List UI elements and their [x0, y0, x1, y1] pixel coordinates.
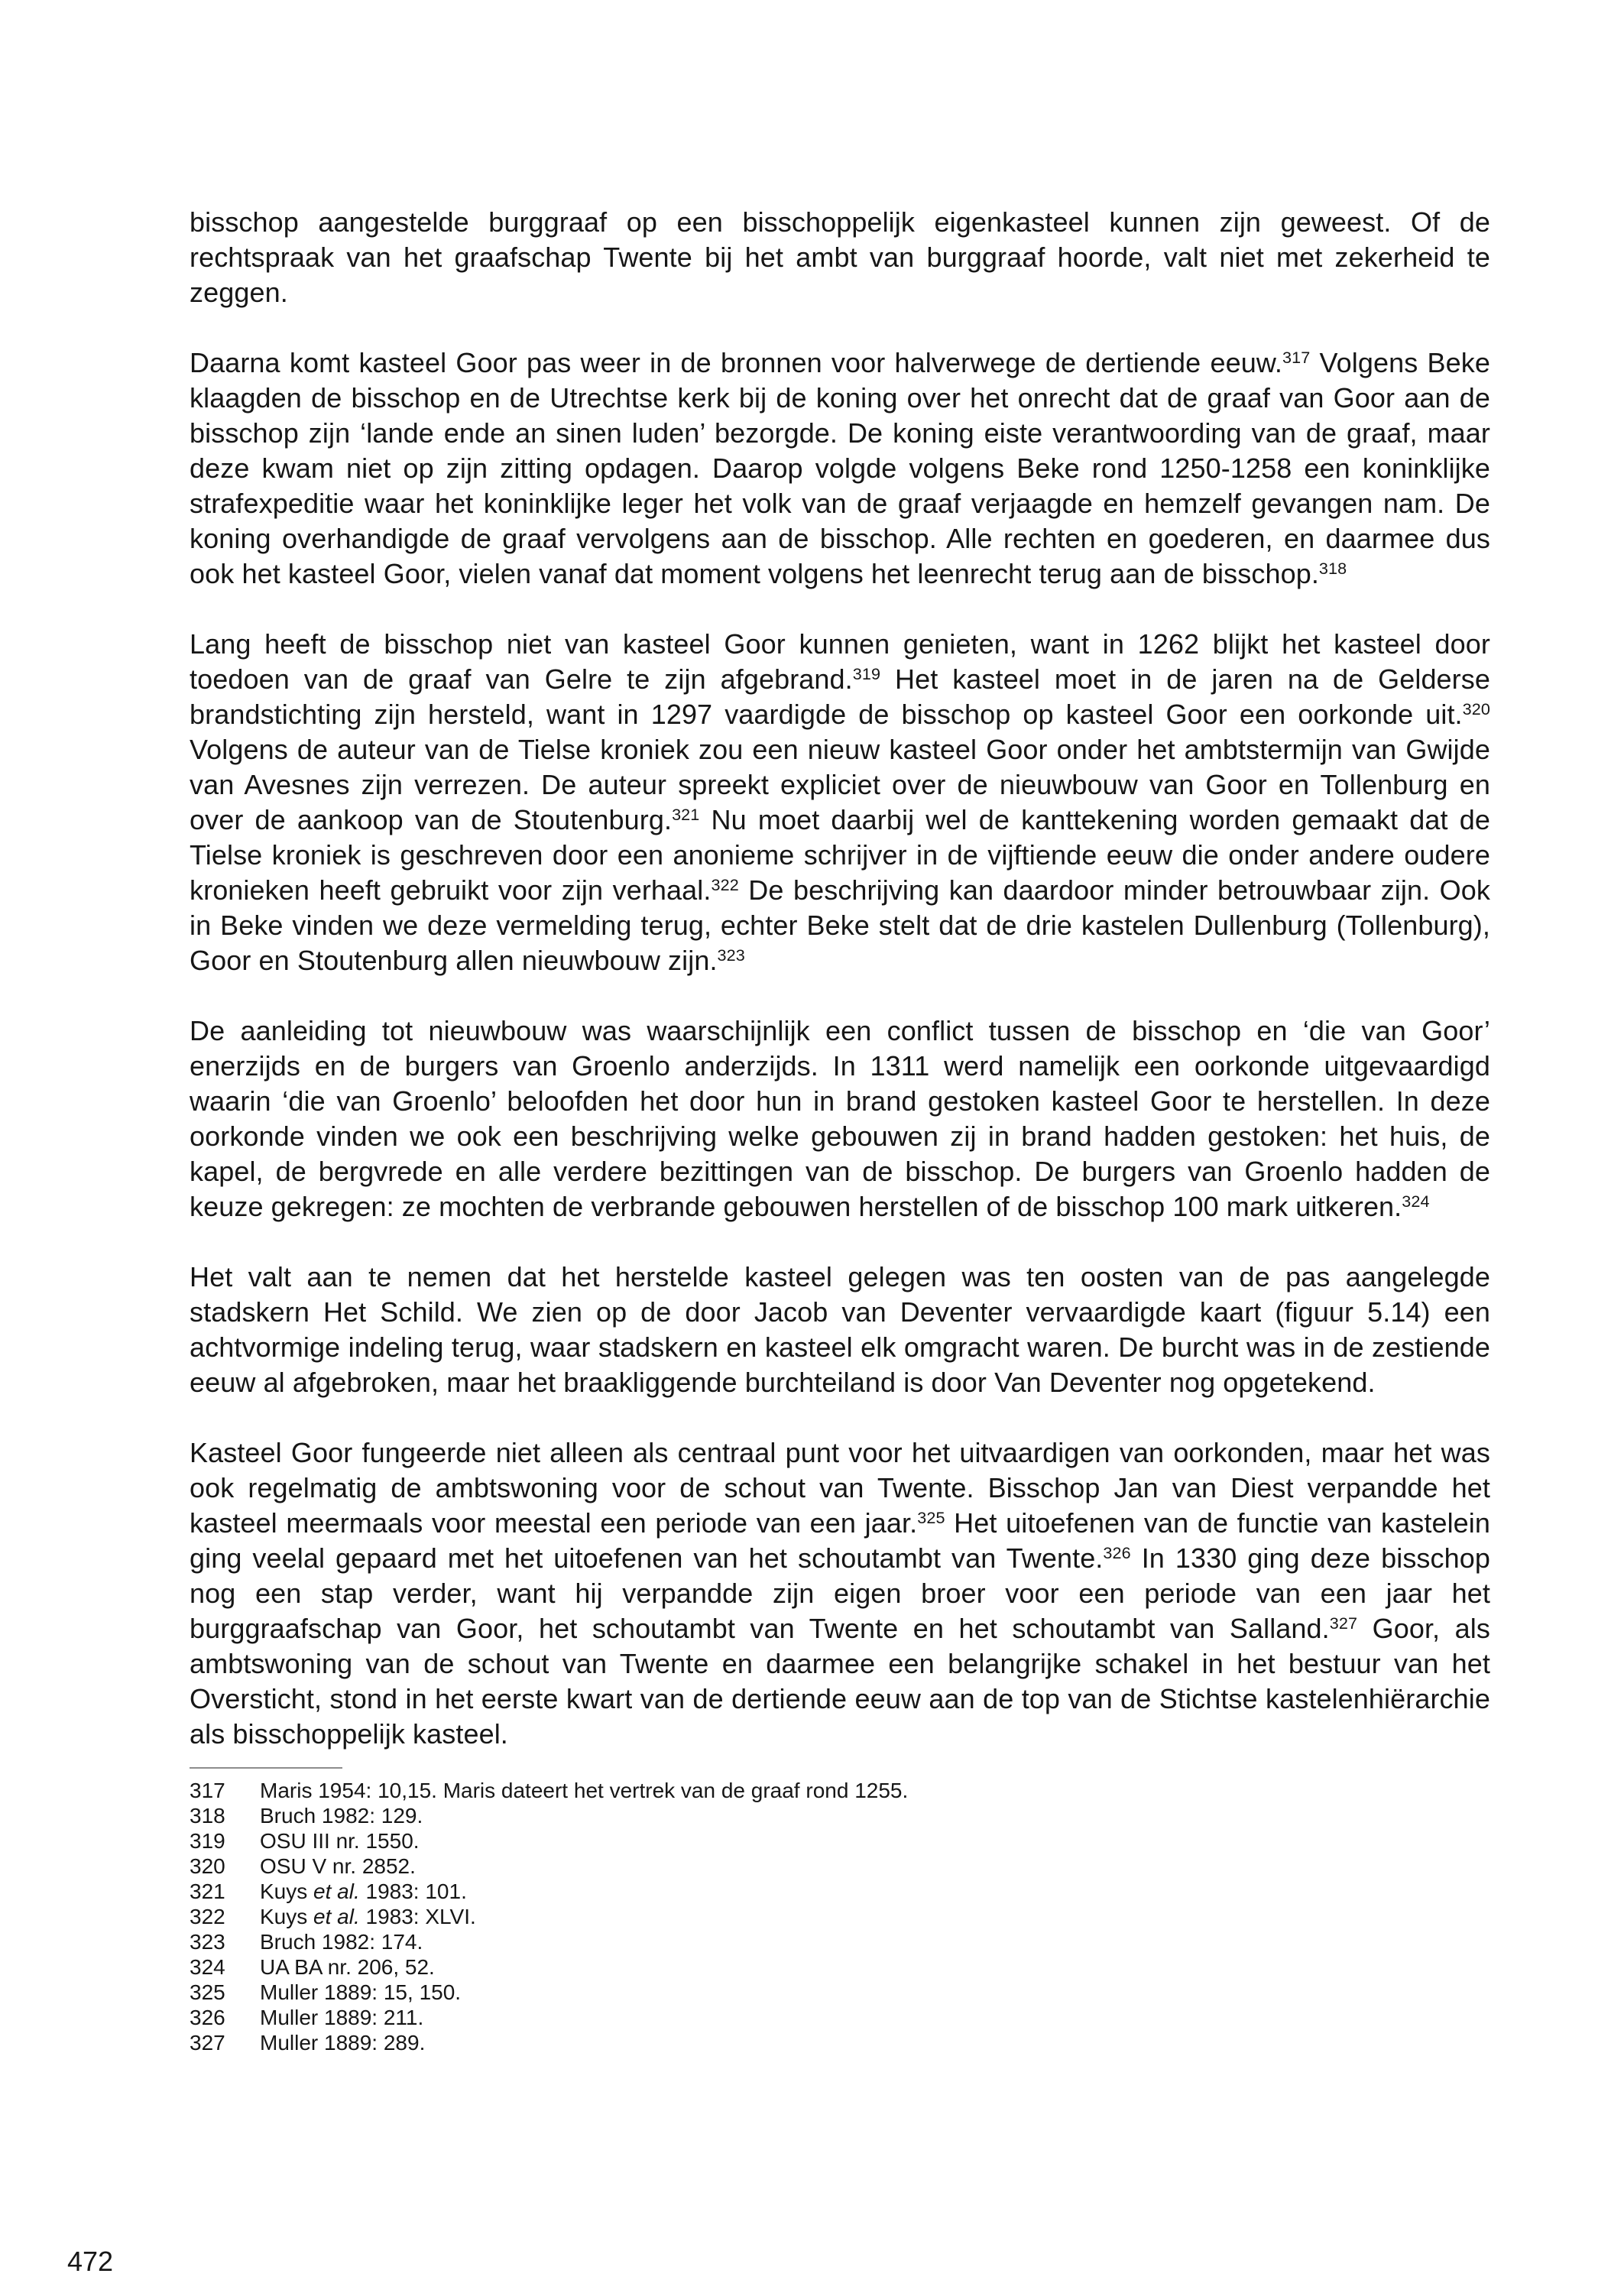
paragraph: bisschop aangestelde burggraaf op een bisschoppelijk eigenkasteel kunnen zijn geweest. Of de rechtspraak van het graafschap Twente bij het ambt van burggraaf hoorde, valt niet met zekerheid te zeggen.	[190, 206, 1490, 308]
italic-text: et al.	[313, 1905, 360, 1928]
footnote-ref: 327	[1329, 1614, 1358, 1633]
footnote	[190, 1778, 1490, 1803]
footnote-ref: 320	[1462, 699, 1490, 719]
footnote-number: 321	[190, 1879, 225, 1903]
footnote-ref: 319	[852, 664, 881, 684]
footnote-ref: 318	[1318, 559, 1347, 579]
footnote	[190, 1803, 1490, 1828]
footnote	[190, 2005, 1490, 2030]
footnote-number: 324	[190, 1955, 225, 1979]
footnote-separator	[190, 1767, 342, 1769]
page-number: 472	[67, 2246, 114, 2277]
footnote-text: UA BA nr. 206, 52.	[260, 1955, 435, 1979]
footnote	[190, 1980, 1490, 2005]
footnote	[190, 2030, 1490, 2055]
footnote-number: 320	[190, 1854, 225, 1878]
footnote	[190, 1879, 1490, 1904]
footnote-ref: 324	[1402, 1192, 1430, 1211]
footnote-text: Kuys et al. 1983: 101.	[260, 1879, 467, 1903]
paragraph: De aanleiding tot nieuwbouw was waarschijnlijk een conflict tussen de bisschop en ‘die van Goor’ enerzijds en de burgers van Groenlo anderzijds. In 1311 werd namelijk een oorkonde uitgevaardigd waarin ‘die van Groenlo’ beloofden het door hun in brand gestoken kasteel Goor te herstellen. In deze oorkonde vinden we ook een beschrijving welke gebouwen zij in brand hadden gestoken: het huis, de kapel, de bergvrede en alle verdere bezittingen van de bisschop. De burgers van Groenlo hadden de keuze gekregen: ze mochten de verbrande gebouwen herstellen of de bisschop 100 mark uitkeren.$^{324}$	[190, 1015, 1490, 1222]
footnote-number: 323	[190, 1930, 225, 1954]
footnotes	[190, 1778, 1490, 2055]
footnote-ref: 322	[711, 875, 739, 895]
body-text	[190, 205, 1490, 1752]
footnote-text: Maris 1954: 10,15. Maris dateert het vertrek van de graaf rond 1255.	[260, 1779, 909, 1802]
footnote-number: 317	[190, 1779, 225, 1802]
footnote-text: OSU III nr. 1550.	[260, 1829, 420, 1853]
paragraph: Lang heeft de bisschop niet van kasteel Goor kunnen genieten, want in 1262 blijkt het kasteel door toedoen van de graaf van Gelre te zijn afgebrand.$^{319}$ Het kasteel moet in de jaren na de Gelderse brandstichting zijn hersteld, want in 1297 vaardigde de bisschop op kasteel Goor een oorkonde uit.$^{320}$ Volgens de auteur van de Tielse kroniek zou een nieuw kasteel Goor onder het ambtstermijn van Gwijde van Avesnes zijn verrezen. De auteur spreekt expliciet over de nieuwbouw van Goor en Tollenburg en over de aankoop van de Stoutenburg.$^{321}$ Nu moet daarbij wel de kanttekening worden gemaakt dat de Tielse kroniek is geschreven door een anonieme schrijver in de vijftiende eeuw die onder andere oudere kronieken heeft gebruikt voor zijn verhaal.$^{322}$ De beschrijving kan daardoor minder betrouwbaar zijn. Ook in Beke vinden we deze vermelding terug, echter Beke stelt dat de drie kastelen Dullenburg (Tollenburg), Goor en Stoutenburg allen nieuwbouw zijn.$^{323}$	[190, 628, 1490, 976]
paragraph: Het valt aan te nemen dat het herstelde kasteel gelegen was ten oosten van de pas aangelegde stadskern Het Schild. We zien op de door Jacob van Deventer vervaardigde kaart (figuur 5.14) een achtvormige indeling terug, waar stadskern en kasteel elk omgracht waren. De burcht was in de zestiende eeuw al afgebroken, maar het braakliggende burchteiland is door Van Deventer nog opgetekend.	[190, 1261, 1490, 1398]
footnote-text: Kuys et al. 1983: XLVI.	[260, 1905, 476, 1928]
footnote	[190, 1954, 1490, 1980]
footnote-ref: 321	[672, 805, 700, 825]
footnote	[190, 1828, 1490, 1854]
footnote-number: 322	[190, 1905, 225, 1928]
footnote-number: 327	[190, 2031, 225, 2055]
page-content	[190, 205, 1490, 2055]
footnote-text: Muller 1889: 211.	[260, 2006, 424, 2029]
footnote	[190, 1904, 1490, 1929]
footnote-number: 326	[190, 2006, 225, 2029]
footnote-text: Bruch 1982: 129.	[260, 1804, 423, 1828]
footnote-text: Muller 1889: 15, 150.	[260, 1980, 462, 2004]
footnote-ref: 325	[917, 1508, 945, 1528]
footnote-number: 318	[190, 1804, 225, 1828]
footnote-text: OSU V nr. 2852.	[260, 1854, 416, 1878]
paragraph: Kasteel Goor fungeerde niet alleen als centraal punt voor het uitvaardigen van oorkonden, maar het was ook regelmatig de ambtswoning voor de schout van Twente. Bisschop Jan van Diest verpandde het kasteel meermaals voor meestal een periode van een jaar.$^{325}$ Het uitoefenen van de functie van kastelein ging veelal gepaard met het uitoefenen van het schoutambt van Twente.$^{326}$ In 1330 ging deze bisschop nog een stap verder, want hij verpandde zijn eigen broer voor een periode van een jaar het burggraafschap van Goor, het schoutambt van Twente en het schoutambt van Salland.$^{327}$ Goor, als ambtswoning van de schout van Twente en daarmee een belangrijke schakel in het bestuur van het Oversticht, stond in het eerste kwart van de dertiende eeuw aan de top van de Stichtse kastelenhiërarchie als bisschoppelijk kasteel.	[190, 1437, 1491, 1750]
footnote-number: 319	[190, 1829, 225, 1853]
footnote-text: Bruch 1982: 174.	[260, 1930, 423, 1954]
footnote-ref: 326	[1103, 1543, 1131, 1563]
footnote	[190, 1854, 1490, 1879]
footnote-text: Muller 1889: 289.	[260, 2031, 426, 2055]
paragraph: Daarna komt kasteel Goor pas weer in de bronnen voor halverwege de dertiende eeuw.$^{317}$ Volgens Beke klaagden de bisschop en de Utrechtse kerk bij de koning over het onrecht dat de graaf van Goor aan de bisschop zijn ‘lande ende an sinen luden’ bezorgde. De koning eiste verantwoording van de graaf, maar deze kwam niet op zijn zitting opdagen. Daarop volgde volgens Beke rond 1250-1258 een koninklijke strafexpeditie waar het koninklijke leger het volk van de graaf verjaagde en hemzelf gevangen nam. De koning overhandigde de graaf vervolgens aan de bisschop. Alle rechten en goederen, en daarmee dus ook het kasteel Goor, vielen vanaf dat moment volgens het leenrecht terug aan de bisschop.$^{318}$	[190, 347, 1490, 589]
footnote	[190, 1929, 1490, 1954]
italic-text: et al.	[313, 1879, 360, 1903]
footnote-number: 325	[190, 1980, 225, 2004]
footnote-ref: 317	[1282, 348, 1311, 368]
footnote-ref: 323	[717, 945, 745, 965]
